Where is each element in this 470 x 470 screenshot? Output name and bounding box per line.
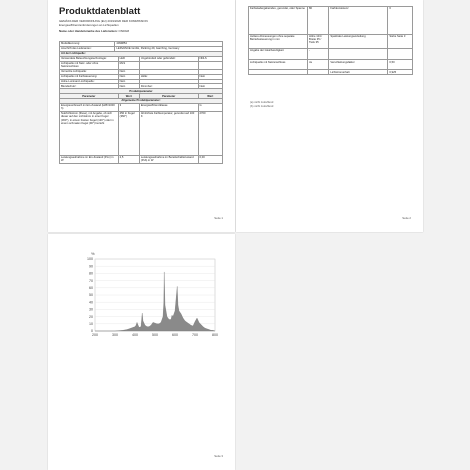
param-value	[308, 70, 329, 75]
light-source-type-table	[59, 56, 223, 164]
type-cell: Vernetzte Lichtquelle:	[60, 69, 119, 74]
x-tick-label: 400	[132, 333, 138, 337]
type-cell	[139, 61, 198, 69]
table-row	[60, 61, 223, 69]
supplier-address-value: LEDVANCE GmbH, Parkring 29, Garching, Germany	[115, 46, 223, 51]
model-id-label: Modellkennung:	[60, 42, 115, 47]
type-cell: LED	[118, 57, 139, 62]
table-row	[249, 60, 413, 70]
supplier-name-label: Name oder Handelsmarke des Lieferanten:	[59, 29, 118, 33]
type-cell	[198, 61, 222, 69]
param-cell: Energieeffizienzklasse	[139, 103, 198, 111]
param-value: 2,5	[118, 155, 139, 163]
table-row	[60, 111, 223, 155]
type-cell: Nein	[118, 74, 139, 79]
spectral-distribution-chart	[48, 242, 235, 352]
y-tick-label: 90	[89, 264, 93, 269]
product-parameters-heading: Produktparameter	[60, 89, 223, 94]
y-tick-label: 0	[91, 329, 93, 334]
param-value: -	[308, 48, 329, 60]
param-cell: Verschiebungsfaktor	[329, 60, 388, 70]
y-tick-label: 40	[89, 300, 93, 305]
param-cell	[249, 70, 308, 75]
y-tick-label: 10	[89, 322, 93, 326]
param-value: 250 in Kugel (360°)	[118, 111, 139, 155]
page-number: Seite 2	[402, 216, 411, 220]
param-cell: Nutzlichtstrom (Φuse), mit Angabe, ob sich dieser auf den Lichtstrom in einer Kugel (360°), in einem breiten Kegel (120°) oder in einem schmalen Kegel (90°) bezieht	[60, 111, 119, 155]
param-cell: Lichtquelle mit Netzanschluss	[249, 60, 308, 70]
type-cell: Nein	[118, 84, 139, 89]
datasheet-page-1	[48, 0, 235, 232]
type-cell: MLS	[118, 61, 139, 69]
param-cell: Farbkonsistenz	[329, 7, 388, 35]
y-axis-label: %	[91, 251, 95, 256]
param-cell: Spektrale Leistungsverteilung	[329, 34, 388, 48]
param-value: 6	[388, 7, 413, 35]
page-number: Seite 1	[214, 216, 223, 220]
param-value	[388, 48, 413, 60]
column-header: Parameter	[60, 94, 119, 99]
y-tick-label: 30	[89, 307, 93, 312]
table-row	[249, 34, 413, 48]
param-value: 3	[118, 103, 139, 111]
y-tick-label: 60	[89, 286, 93, 290]
type-cell: Nein	[198, 84, 222, 89]
y-tick-label: 100	[87, 257, 93, 262]
x-tick-label: 600	[172, 333, 178, 337]
x-tick-label: 300	[112, 333, 118, 337]
y-tick-label: 70	[89, 278, 93, 283]
type-cell: Lichtquelle mit Netz- oder ohne Netzanschluss:	[60, 61, 119, 69]
column-header: Wert	[118, 94, 139, 99]
table-row	[60, 155, 223, 163]
x-tick-label: 700	[192, 333, 198, 337]
param-cell: Farbwiedergabeindex, gerundet, oder Spanne	[249, 7, 308, 35]
page-title: Produktdatenblatt	[59, 6, 141, 17]
x-tick-label: 500	[152, 333, 158, 337]
y-tick-label: 50	[89, 293, 93, 298]
column-header: Wert	[198, 94, 222, 99]
param-cell: Ähnlichste Farbtemperatur, gerundet auf 100 K	[139, 111, 198, 155]
type-cell: Blendschutz:	[60, 84, 119, 89]
footnote: (a) nicht zutreffend	[250, 100, 274, 104]
type-cell: Verwendete Beleuchtungstechnologie:	[60, 57, 119, 62]
type-cell: Nein	[118, 79, 139, 84]
x-tick-label: 800	[212, 333, 218, 337]
regulation-line-1: GEMÄSS DER VERORDNUNG (EU) 2019/2020 DER KOMMISSION	[59, 19, 148, 23]
x-tick-label: 200	[92, 333, 98, 337]
type-cell: Hülle:	[139, 74, 198, 79]
parameter-table-continued	[248, 6, 413, 75]
param-value: Siehe Seite 3	[388, 34, 413, 48]
type-cell: NDLS	[198, 57, 222, 62]
column-header: Parameter	[139, 94, 198, 99]
param-cell: Leistungsaufnahme im Bereitschaftszustand (Psb) in W	[139, 155, 198, 163]
param-value: 0,50	[388, 60, 413, 70]
param-value: Ja	[308, 60, 329, 70]
param-value: G	[198, 103, 222, 111]
param-value: 2700	[198, 111, 222, 155]
param-value: 80	[308, 7, 329, 35]
param-cell	[329, 48, 388, 60]
type-cell: Hohe-Luminanz-Lichtquelle:	[60, 79, 119, 84]
supplier-name-value: OSRAM	[118, 29, 130, 33]
type-cell: Dimmbar:	[139, 84, 198, 89]
type-cell: Nein	[198, 74, 222, 79]
supplier-name-row	[59, 30, 129, 33]
light-source-type-heading: Art der Lichtquelle:	[60, 51, 223, 56]
model-id-value: 4099854	[115, 42, 223, 47]
table-row	[249, 7, 413, 35]
supplier-address-label: Anschrift des Lieferanten:	[60, 46, 115, 51]
product-meta-table	[59, 41, 223, 57]
page-number: Seite 3	[214, 454, 223, 458]
param-cell: Energieverbrauch im Ein-Zustand (kWh/1000 h)	[60, 103, 119, 111]
datasheet-page-3	[48, 234, 235, 470]
type-cell: Ungebündelt oder gebündelt:	[139, 57, 198, 62]
table-row	[249, 48, 413, 60]
param-cell: Äußere Abmessungen ohne separate Betriebssteuerung in mm	[249, 34, 308, 48]
datasheet-page-2	[236, 0, 423, 232]
param-cell: Leistungsaufnahme im Ein-Zustand (Pon) in W	[60, 155, 119, 163]
table-row	[60, 103, 223, 111]
table-row	[249, 70, 413, 75]
param-cell: Angabe der Gleichwertigkeit	[249, 48, 308, 60]
footnote: (b) nicht zutreffend	[250, 104, 274, 108]
type-cell: Lichtquelle mit Farbsteuerung:	[60, 74, 119, 79]
type-cell: Nein	[118, 69, 139, 74]
general-parameters-heading: Allgemeine Produktparameter:	[60, 99, 223, 104]
y-tick-label: 20	[89, 314, 93, 319]
regulation-line-2: Energieeffizienzanforderungen an Lichtquellen	[59, 23, 119, 27]
param-value: 0,925	[388, 70, 413, 75]
param-cell: Lichtstromerhalt	[329, 70, 388, 75]
param-value: Höhe 104 / Breite 35 / Tiefe 35	[308, 34, 329, 48]
y-tick-label: 80	[89, 271, 93, 276]
param-value: 0,00	[198, 155, 222, 163]
